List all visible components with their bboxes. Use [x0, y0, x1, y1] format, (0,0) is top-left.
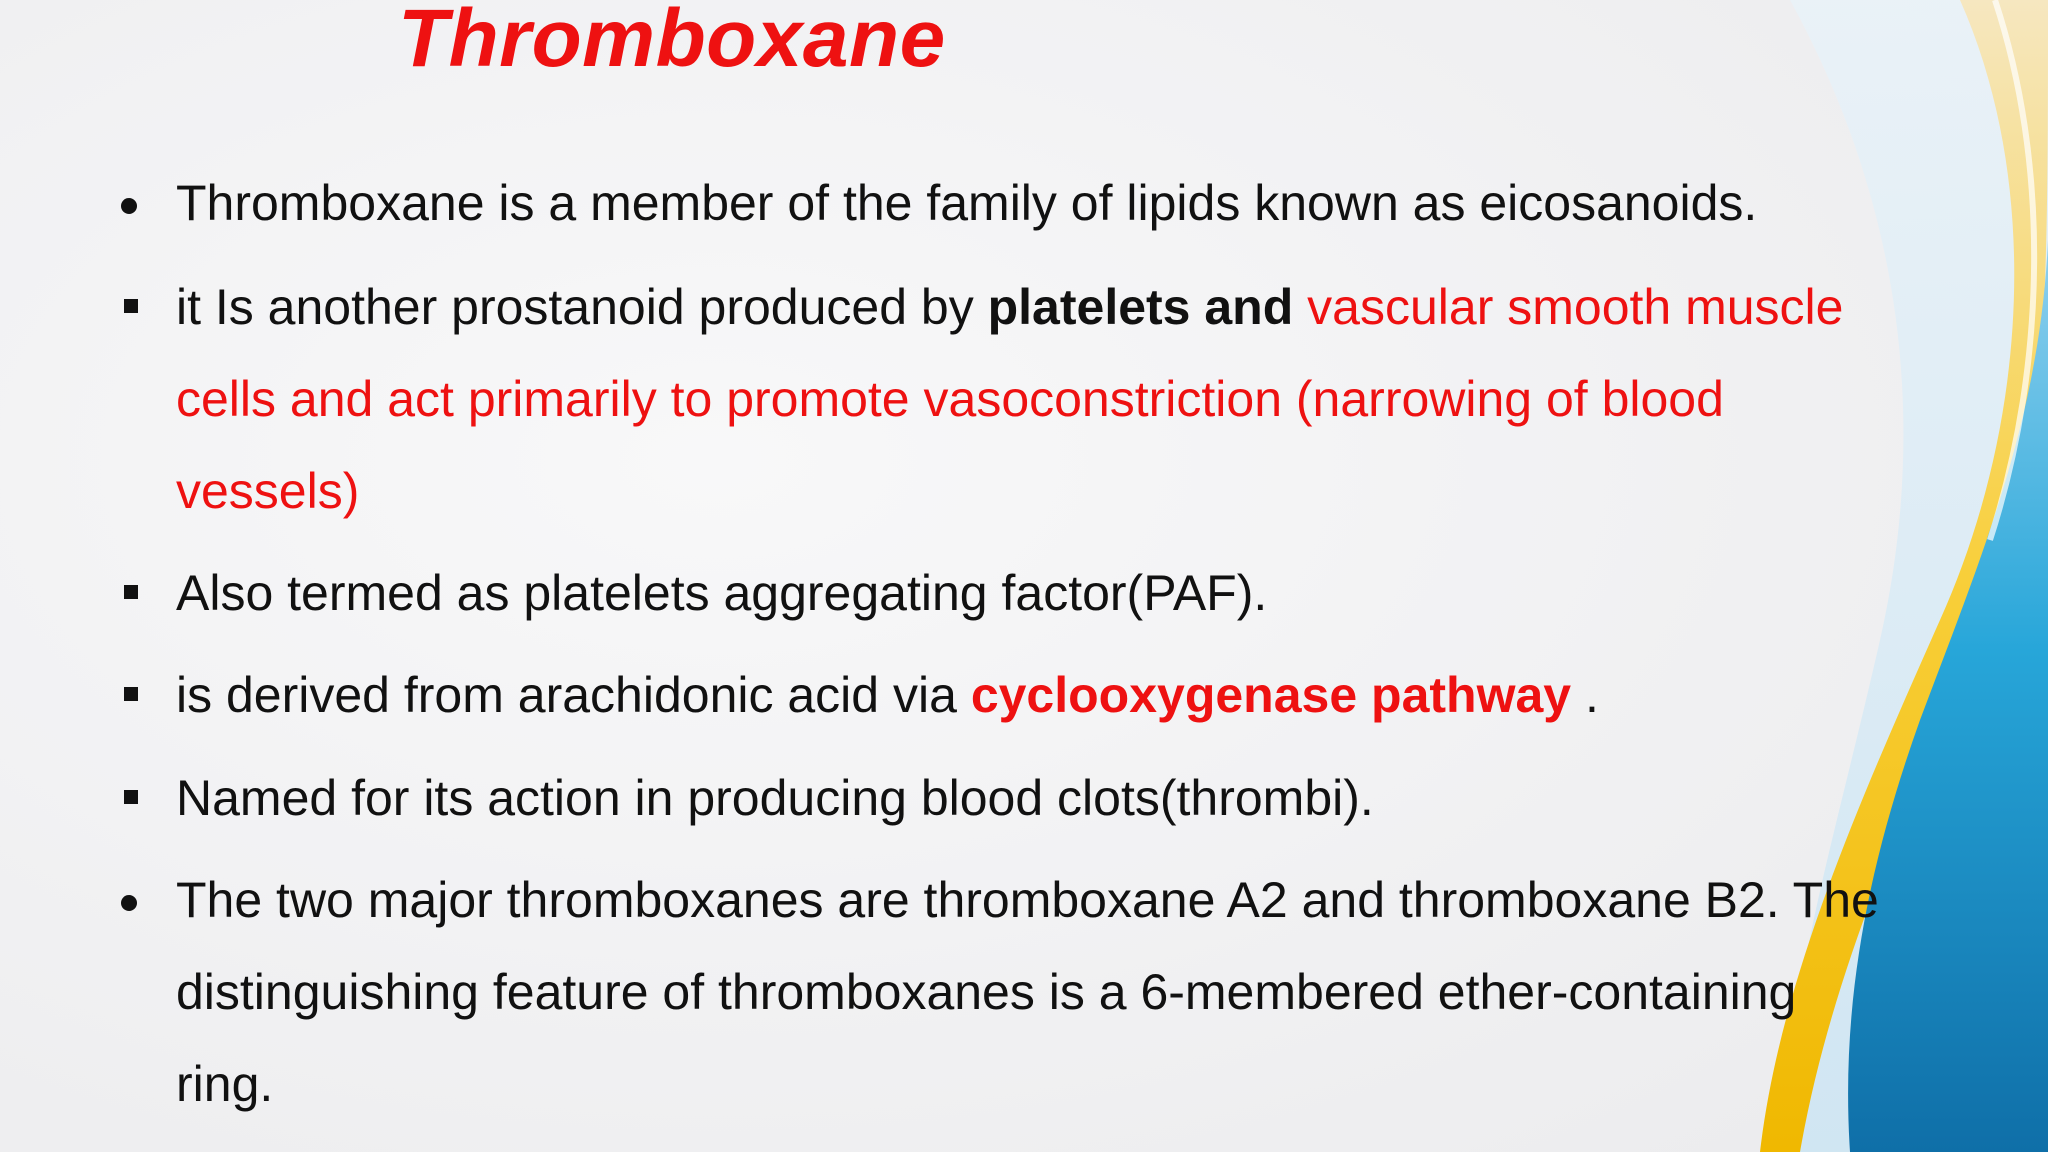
bullet-line — [176, 279, 1844, 335]
bullet-line — [176, 565, 1268, 621]
bullet-line — [176, 1056, 274, 1112]
text-run: vascular smooth muscle — [1293, 279, 1844, 335]
text-run: it Is another prostanoid produced by — [176, 279, 988, 335]
text-run: is derived from arachidonic acid via — [176, 667, 971, 723]
text-run: Thromboxane is a member of the family of lipids known as eicosanoids. — [176, 175, 1758, 231]
bullet-square-icon — [124, 299, 138, 313]
slide-title: Thromboxane — [398, 0, 946, 84]
bullet-line — [176, 667, 1599, 723]
text-run: Also termed as platelets aggregating factor(PAF). — [176, 565, 1268, 621]
text-run: platelets and — [987, 279, 1294, 335]
bullet-line — [176, 964, 1797, 1020]
text-run: . — [1571, 667, 1599, 723]
text-run: Named for its action in producing blood clots(thrombi). — [176, 770, 1374, 826]
bullet-square-icon — [124, 687, 138, 701]
bullet-dot-icon — [121, 895, 137, 911]
text-run: ring. — [176, 1056, 274, 1112]
text-run: cyclooxygenase pathway — [970, 667, 1572, 723]
text-run: vessels) — [176, 463, 360, 519]
text-run: The two major thromboxanes are thromboxane A2 and thromboxane B2. The — [176, 872, 1879, 928]
bullet-dot-icon — [121, 198, 137, 214]
bullet-line — [176, 175, 1758, 231]
bullet-line — [176, 770, 1374, 826]
bullet-square-icon — [124, 790, 138, 804]
bullet-square-icon — [124, 585, 138, 599]
text-run: distinguishing feature of thromboxanes is a 6-membered ether-containing — [176, 964, 1797, 1020]
bullet-line — [176, 872, 1879, 928]
text-run: cells and act primarily to promote vasoconstriction (narrowing of blood — [176, 371, 1724, 427]
bullet-line — [176, 463, 360, 519]
bullet-line — [176, 371, 1724, 427]
